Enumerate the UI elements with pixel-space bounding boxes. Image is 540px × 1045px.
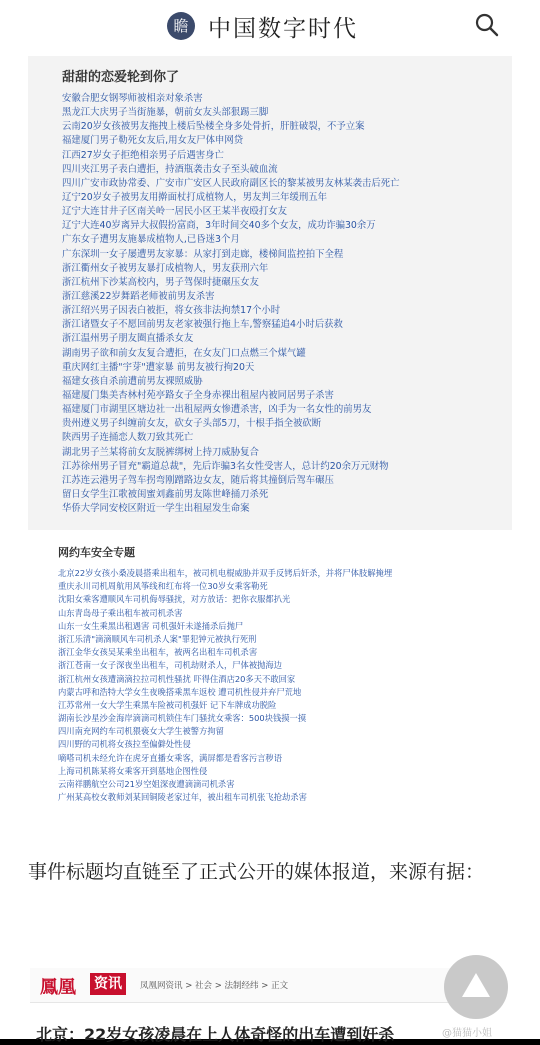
case-link[interactable]: 留日女学生江歌被闺蜜刘鑫前男友陈世峰捅刀杀死 xyxy=(62,488,269,500)
case-link[interactable]: 广东深圳一女子屡遭男友家暴：从家打到走廊，楼梯间监控拍下全程 xyxy=(62,248,344,260)
search-icon[interactable] xyxy=(474,12,500,38)
case-link[interactable]: 北京22岁女孩小桑凌晨搭乘出租车，被司机电棍威胁并双手反铐后奸杀，并将尸体肢解掩埋 xyxy=(58,568,393,578)
case-link[interactable]: 浙江杭州下沙某高校内，男子驾保时捷碾压女友 xyxy=(62,276,259,288)
case-link[interactable]: 浙江衢州女子被男友暴打成植物人，男友获刑六年 xyxy=(62,262,269,274)
ifeng-logo: 鳳凰 xyxy=(40,977,76,998)
case-link[interactable]: 四川野的司机将女孩拉至偏僻处性侵 xyxy=(58,739,191,750)
breadcrumb: 凤凰网资讯 > 社会 > 法制经纬 > 正文 xyxy=(140,981,289,991)
case-link[interactable]: 上海司机陈某将女乘客开到墓地企图性侵 xyxy=(58,765,208,776)
case-link[interactable]: 嘀嗒司机未经允许在虎牙直播女乘客，满屏都是看客污言秽语 xyxy=(58,752,283,763)
case-link[interactable]: 山东一女生乘黑出租遇害 司机强奸未遂捅杀后抛尸 xyxy=(58,620,244,631)
article-paragraph: 事件标题均直链至了正式公开的媒体报道，来源有据： xyxy=(28,861,485,883)
case-list xyxy=(62,92,400,516)
case-link[interactable]: 云南祥鹏航空公司21岁空姐深夜遭滴滴司机杀害 xyxy=(58,779,235,789)
panel-cutoff xyxy=(28,520,512,530)
case-link[interactable]: 湖南男子欲和前女友复合遭拒，在女友门口点燃三个煤气罐 xyxy=(62,347,306,359)
arrow-up-icon xyxy=(461,971,491,999)
case-link[interactable]: 贵州遵义男子纠缠前女友，砍女子头部5刀，十根手指全被砍断 xyxy=(62,418,322,430)
panel-title: 网约车安全专题 xyxy=(58,546,135,559)
case-link[interactable]: 江苏连云港男子驾车拐弯刚蹭路边女友，随后将其撞倒后驾车碾压 xyxy=(62,474,334,486)
case-link[interactable]: 山东青岛母子乘出租车被司机杀害 xyxy=(58,607,183,618)
case-link[interactable]: 福建女孩自杀前遭前男友裸照威胁 xyxy=(62,375,203,387)
case-link[interactable]: 福建厦门市湖里区塘边社一出租屋两女惨遭杀害，凶手为一名女性的前男友 xyxy=(62,404,372,416)
case-link[interactable]: 浙江温州男子朋友圈直播杀女友 xyxy=(62,333,194,345)
case-link[interactable]: 湖南长沙星沙金海岸滴滴司机锁住车门骚扰女乘客：500块钱摸一摸 xyxy=(58,713,307,724)
case-link[interactable]: 重庆永川司机周航用风筝线和红布将一位30岁女乘客勒死 xyxy=(58,581,268,592)
screenshot-ride-hailing-cases xyxy=(46,534,498,818)
case-link[interactable]: 四川南充网约车司机猥亵女大学生被警方拘留 xyxy=(58,726,224,737)
case-link[interactable]: 华侨大学同安校区附近一学生出租屋发生命案 xyxy=(62,503,250,515)
case-link[interactable]: 辽宁20岁女子被男友用擀面杖打成植物人，男友判三年缓刑五年 xyxy=(62,191,328,203)
case-link[interactable]: 江西27岁女子拒绝相亲男子后遇害身亡 xyxy=(62,149,224,161)
case-link[interactable]: 浙江苍南一女子深夜坐出租车，司机劫财杀人，尸体被抛海边 xyxy=(58,660,283,671)
ifeng-zixun-badge: 资讯 xyxy=(90,973,126,995)
site-title[interactable]: 中国数字时代 xyxy=(208,16,358,42)
case-link[interactable]: 辽宁大连甘井子区南关岭一居民小区王某半夜殴打女友 xyxy=(62,206,288,218)
top-bar xyxy=(0,0,540,56)
case-link[interactable]: 内蒙古呼和浩特大学女生夜晚搭乘黑车返校 遭司机性侵并弃尸荒地 xyxy=(58,686,302,697)
case-link[interactable]: 辽宁大连40岁离异大叔假扮富商，3年时间交40多个女友，成功诈骗30余万 xyxy=(62,220,376,232)
weibo-watermark: @猫猫小姐 xyxy=(442,1028,492,1039)
case-link[interactable]: 福建厦门男子勒死女友后,用女友尸体申网贷 xyxy=(62,135,244,147)
screenshot-love-cases xyxy=(28,56,512,530)
case-link[interactable]: 四川广安市政协常委、广安市广安区人民政府副区长的黎某被男友林某袭击后死亡 xyxy=(62,177,400,189)
case-list xyxy=(58,567,392,804)
case-link[interactable]: 江苏常州一女大学生乘黑车险被司机强奸 记下车牌成功脱险 xyxy=(58,699,277,710)
case-link[interactable]: 江苏徐州男子冒充"霸道总裁"，先后诈骗3名女性受害人，总计约20余万元财物 xyxy=(62,460,389,472)
case-link[interactable]: 浙江绍兴男子因表白被拒，将女孩非法拘禁17个小时 xyxy=(62,305,281,317)
case-link[interactable]: 重庆网红主播"宇芽"遭家暴 前男友被行拘20天 xyxy=(62,361,255,373)
case-link[interactable]: 福建厦门集美杏林村苑亭路女子全身赤裸出租屋内被同居男子杀害 xyxy=(62,389,334,401)
case-link[interactable]: 沈阳女乘客遭顺风车司机侮辱骚扰，对方放话：把你衣服都扒光 xyxy=(58,594,291,605)
case-link[interactable]: 广州某高校女教师刘某回铜陵老家过年，被出租车司机张飞抢劫杀害 xyxy=(58,792,307,803)
ifeng-screenshot-header xyxy=(30,968,500,1003)
case-link[interactable]: 陕西男子连捅恋人数刀致其死亡 xyxy=(62,432,194,444)
case-link[interactable]: 四川夹江男子表白遭拒，持酒瓶袭击女子至头破血流 xyxy=(62,163,278,175)
site-logo[interactable]: 瞻 xyxy=(167,12,195,40)
case-link[interactable]: 浙江慈溪22岁舞蹈老师被前男友杀害 xyxy=(62,290,215,302)
case-link[interactable]: 浙江金华女孩吴某乘坐出租车，被两名出租车司机杀害 xyxy=(58,647,258,658)
scroll-to-top-button[interactable] xyxy=(444,955,508,1019)
case-link[interactable]: 安徽合肥女钢琴师被相亲对象杀害 xyxy=(62,93,203,104)
case-link[interactable]: 广东女子遭男友施暴成植物人,已昏迷3个月 xyxy=(62,234,240,246)
case-link[interactable]: 湖北男子兰某将前女友脱裤绑树上持刀威胁复合 xyxy=(62,446,259,458)
case-link[interactable]: 浙江乐清"滴滴顺风车司机杀人案"罪犯钟元被执行死刑 xyxy=(58,633,257,644)
case-link[interactable]: 黑龙江大庆男子当街施暴，朝前女友头部狠踢三脚 xyxy=(62,107,269,119)
case-link[interactable]: 浙江诸暨女子不愿回前男友老家被强行拖上车,警察猛追4小时后获救 xyxy=(62,319,343,331)
case-link[interactable]: 云南20岁女孩被男友拖拽上楼后坠楼全身多处骨折，肝脏破裂，不予立案 xyxy=(62,121,365,133)
news-headline: 北京：22岁女孩凌晨在上人体奇怪的出车遭到奸杀 xyxy=(36,1025,395,1044)
case-link[interactable]: 浙江杭州女孩遭滴滴拉拉司机性骚扰 吓得住酒店20多天不敢回家 xyxy=(58,673,296,684)
panel-title: 甜甜的恋爱轮到你了 xyxy=(62,70,180,85)
